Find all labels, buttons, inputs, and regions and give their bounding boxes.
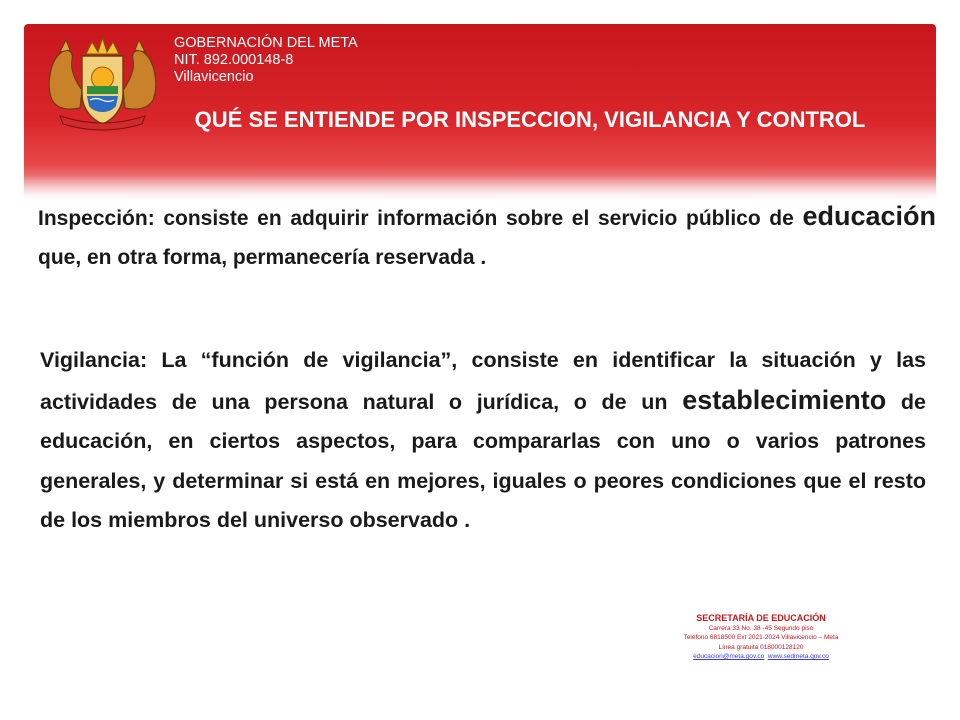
meta-coat-of-arms-icon bbox=[40, 30, 165, 135]
org-city: Villavicencio bbox=[174, 69, 254, 85]
footer-links bbox=[640, 652, 882, 661]
website-link[interactable]: www.sedmeta.gov.co bbox=[767, 652, 829, 660]
vigilancia-text-start: Vigilancia: La “función de vigilancia”, consiste en identificar la situación y las actividades de una persona natural o jurídica, o de un bbox=[40, 348, 926, 414]
footer-phone: Teléfono 6818500 Ext 2021-2024 Villavicencio – Meta bbox=[683, 634, 839, 642]
vigilancia-emphasis: establecimiento bbox=[682, 384, 887, 415]
inspeccion-emphasis: educación bbox=[802, 201, 936, 231]
footer-free-line: Línea gratuita 018000128120 bbox=[718, 643, 804, 651]
inspeccion-text-start: Inspección: consiste en adquirir información sobre el servicio público de bbox=[38, 207, 803, 230]
vigilancia-text-end: de educación, en ciertos aspectos, para compararlas con uno o varios patrones generales, y determinar si está en mejores, iguales o peores condiciones que el resto de los miembros del universo observado . bbox=[40, 389, 926, 532]
footer-address: Carrera 33 No. 38 -45 Segundo piso bbox=[708, 625, 814, 632]
org-name: GOBERNACIÓN DEL META bbox=[174, 35, 358, 51]
org-info bbox=[174, 35, 358, 86]
vigilancia-paragraph bbox=[40, 341, 926, 541]
email-link[interactable]: educacion@meta.gov.co bbox=[693, 652, 765, 660]
inspeccion-text-end: que, en otra forma, permanecería reservada . bbox=[38, 246, 487, 269]
org-nit: NIT. 892.000148-8 bbox=[174, 52, 294, 68]
page-title: QUÉ SE ENTIENDE POR INSPECCION, VIGILANCIA Y CONTROL bbox=[194, 107, 866, 132]
inspeccion-paragraph bbox=[38, 197, 936, 277]
footer-heading: SECRETARÍA DE EDUCACIÓN bbox=[696, 613, 826, 623]
footer-contact bbox=[640, 612, 882, 661]
